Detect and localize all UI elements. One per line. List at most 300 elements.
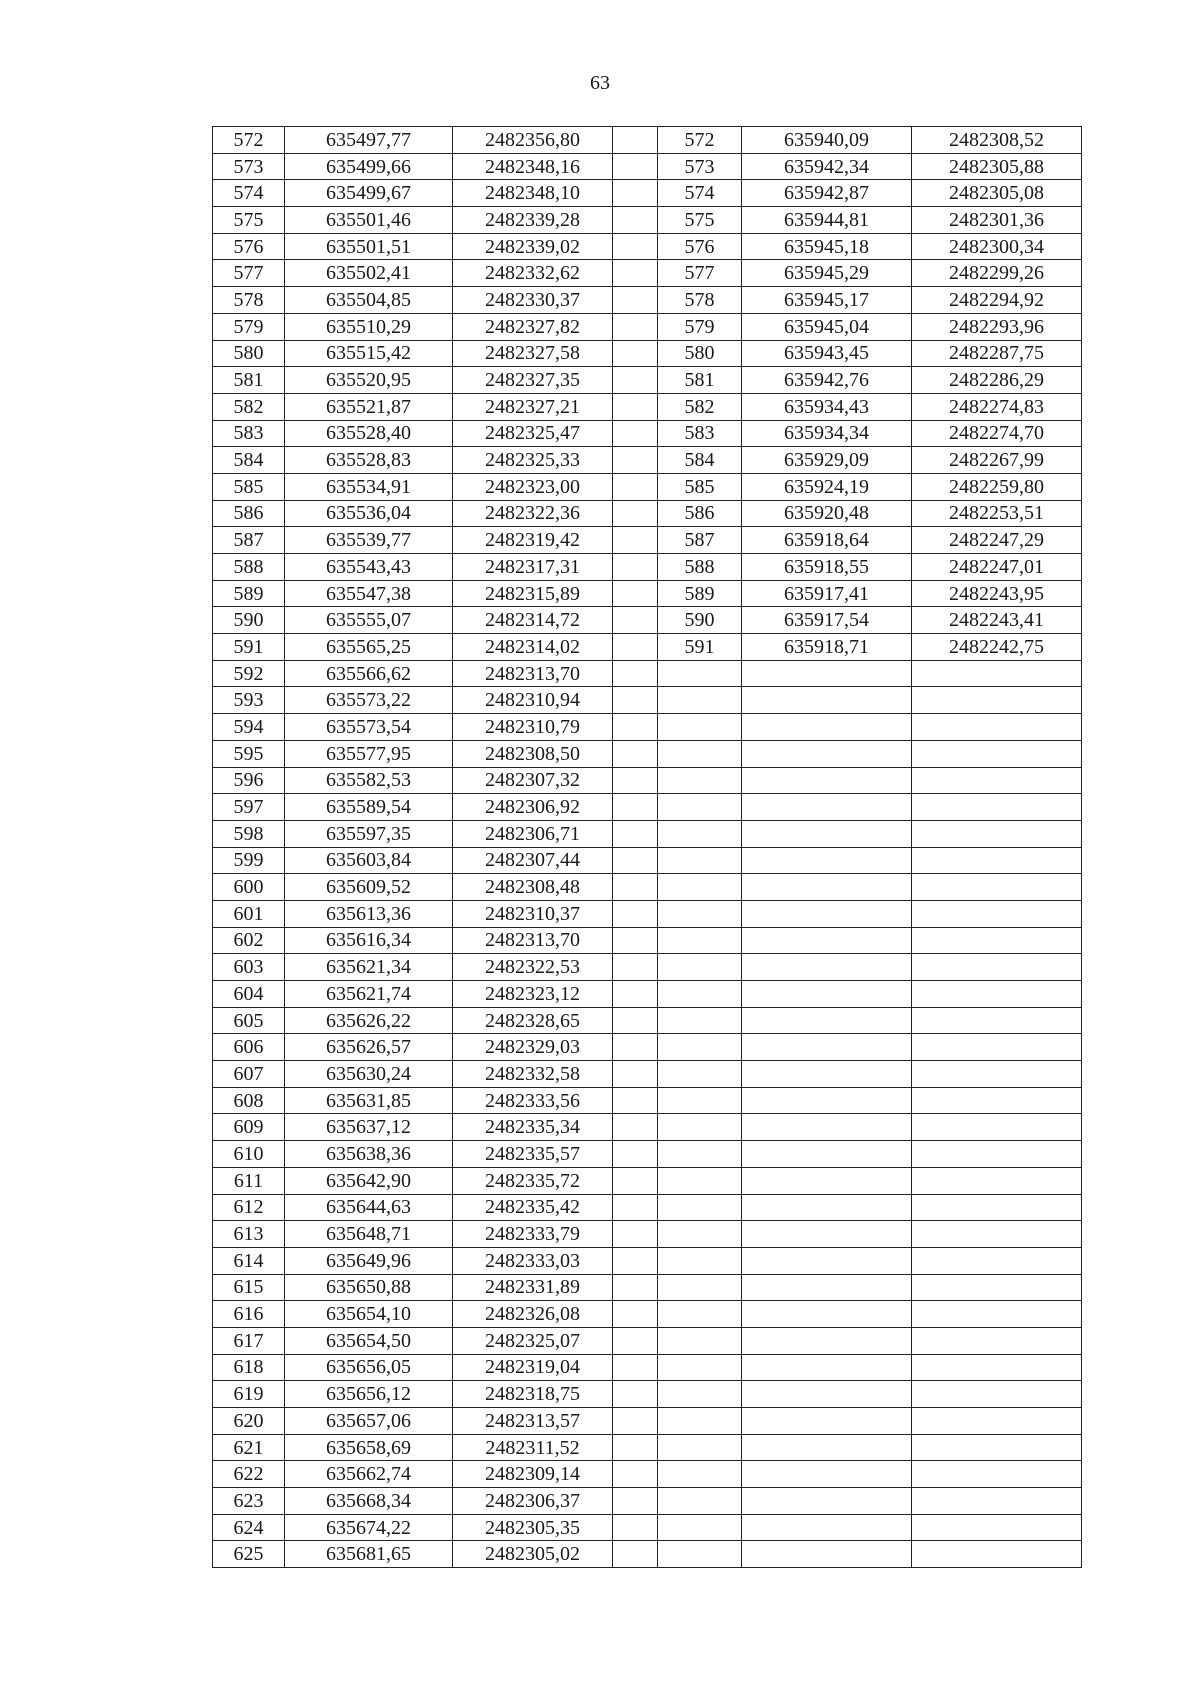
spacer-cell xyxy=(613,1087,658,1114)
right-point-number-cell xyxy=(658,1167,742,1194)
left-x-coordinate-cell: 635534,91 xyxy=(285,473,453,500)
right-point-number-cell xyxy=(658,900,742,927)
right-point-number-cell xyxy=(658,1327,742,1354)
table-row xyxy=(213,687,1082,714)
right-y-coordinate-cell xyxy=(912,900,1082,927)
left-point-number-cell: 615 xyxy=(213,1274,285,1301)
left-y-coordinate-cell: 2482348,16 xyxy=(453,153,613,180)
spacer-cell xyxy=(613,607,658,634)
spacer-cell xyxy=(613,207,658,234)
left-x-coordinate-cell: 635626,57 xyxy=(285,1034,453,1061)
left-x-coordinate-cell: 635573,22 xyxy=(285,687,453,714)
right-y-coordinate-cell xyxy=(912,660,1082,687)
right-point-number-cell: 575 xyxy=(658,207,742,234)
spacer-cell xyxy=(613,981,658,1008)
right-x-coordinate-cell: 635918,64 xyxy=(742,527,912,554)
right-point-number-cell xyxy=(658,847,742,874)
right-x-coordinate-cell xyxy=(742,1354,912,1381)
right-x-coordinate-cell xyxy=(742,1541,912,1568)
right-point-number-cell xyxy=(658,1541,742,1568)
spacer-cell xyxy=(613,1381,658,1408)
right-point-number-cell xyxy=(658,714,742,741)
left-point-number-cell: 623 xyxy=(213,1488,285,1515)
right-x-coordinate-cell xyxy=(742,1327,912,1354)
spacer-cell xyxy=(613,660,658,687)
right-x-coordinate-cell xyxy=(742,1221,912,1248)
right-y-coordinate-cell: 2482308,52 xyxy=(912,127,1082,154)
right-point-number-cell: 572 xyxy=(658,127,742,154)
right-x-coordinate-cell: 635945,18 xyxy=(742,233,912,260)
table-row xyxy=(213,1354,1082,1381)
left-y-coordinate-cell: 2482318,75 xyxy=(453,1381,613,1408)
left-y-coordinate-cell: 2482333,79 xyxy=(453,1221,613,1248)
right-x-coordinate-cell xyxy=(742,687,912,714)
right-point-number-cell xyxy=(658,1007,742,1034)
left-point-number-cell: 596 xyxy=(213,767,285,794)
left-x-coordinate-cell: 635504,85 xyxy=(285,287,453,314)
left-point-number-cell: 574 xyxy=(213,180,285,207)
left-y-coordinate-cell: 2482339,28 xyxy=(453,207,613,234)
left-x-coordinate-cell: 635654,10 xyxy=(285,1301,453,1328)
left-x-coordinate-cell: 635603,84 xyxy=(285,847,453,874)
right-point-number-cell xyxy=(658,874,742,901)
left-point-number-cell: 573 xyxy=(213,153,285,180)
right-y-coordinate-cell xyxy=(912,820,1082,847)
right-x-coordinate-cell xyxy=(742,660,912,687)
left-y-coordinate-cell: 2482325,47 xyxy=(453,420,613,447)
left-x-coordinate-cell: 635528,40 xyxy=(285,420,453,447)
right-point-number-cell: 583 xyxy=(658,420,742,447)
right-x-coordinate-cell xyxy=(742,1274,912,1301)
right-y-coordinate-cell xyxy=(912,1327,1082,1354)
left-y-coordinate-cell: 2482319,42 xyxy=(453,527,613,554)
right-x-coordinate-cell: 635934,43 xyxy=(742,393,912,420)
left-point-number-cell: 619 xyxy=(213,1381,285,1408)
table-row xyxy=(213,393,1082,420)
table-row xyxy=(213,954,1082,981)
left-point-number-cell: 581 xyxy=(213,367,285,394)
right-point-number-cell xyxy=(658,1061,742,1088)
right-point-number-cell: 579 xyxy=(658,313,742,340)
spacer-cell xyxy=(613,1007,658,1034)
spacer-cell xyxy=(613,1354,658,1381)
left-point-number-cell: 611 xyxy=(213,1167,285,1194)
left-y-coordinate-cell: 2482306,71 xyxy=(453,820,613,847)
left-x-coordinate-cell: 635520,95 xyxy=(285,367,453,394)
right-x-coordinate-cell xyxy=(742,714,912,741)
table-row xyxy=(213,500,1082,527)
right-point-number-cell xyxy=(658,767,742,794)
left-y-coordinate-cell: 2482335,42 xyxy=(453,1194,613,1221)
left-x-coordinate-cell: 635656,05 xyxy=(285,1354,453,1381)
right-x-coordinate-cell xyxy=(742,740,912,767)
right-y-coordinate-cell xyxy=(912,714,1082,741)
right-y-coordinate-cell: 2482274,83 xyxy=(912,393,1082,420)
left-point-number-cell: 594 xyxy=(213,714,285,741)
right-point-number-cell xyxy=(658,687,742,714)
left-x-coordinate-cell: 635613,36 xyxy=(285,900,453,927)
spacer-cell xyxy=(613,687,658,714)
left-point-number-cell: 624 xyxy=(213,1514,285,1541)
right-x-coordinate-cell xyxy=(742,1381,912,1408)
left-point-number-cell: 620 xyxy=(213,1408,285,1435)
right-x-coordinate-cell xyxy=(742,954,912,981)
table-row xyxy=(213,1034,1082,1061)
left-y-coordinate-cell: 2482327,58 xyxy=(453,340,613,367)
right-x-coordinate-cell xyxy=(742,1061,912,1088)
right-x-coordinate-cell xyxy=(742,1194,912,1221)
spacer-cell xyxy=(613,740,658,767)
spacer-cell xyxy=(613,153,658,180)
left-y-coordinate-cell: 2482327,35 xyxy=(453,367,613,394)
table-row xyxy=(213,207,1082,234)
left-y-coordinate-cell: 2482335,57 xyxy=(453,1141,613,1168)
right-y-coordinate-cell xyxy=(912,1408,1082,1435)
left-point-number-cell: 605 xyxy=(213,1007,285,1034)
right-x-coordinate-cell: 635943,45 xyxy=(742,340,912,367)
right-x-coordinate-cell xyxy=(742,1007,912,1034)
right-y-coordinate-cell xyxy=(912,927,1082,954)
table-row xyxy=(213,660,1082,687)
right-point-number-cell xyxy=(658,1274,742,1301)
right-x-coordinate-cell xyxy=(742,767,912,794)
right-point-number-cell: 573 xyxy=(658,153,742,180)
left-point-number-cell: 579 xyxy=(213,313,285,340)
left-y-coordinate-cell: 2482322,36 xyxy=(453,500,613,527)
right-point-number-cell xyxy=(658,1354,742,1381)
left-x-coordinate-cell: 635573,54 xyxy=(285,714,453,741)
left-point-number-cell: 584 xyxy=(213,447,285,474)
table-row xyxy=(213,714,1082,741)
table-row xyxy=(213,1194,1082,1221)
right-y-coordinate-cell xyxy=(912,767,1082,794)
left-x-coordinate-cell: 635589,54 xyxy=(285,794,453,821)
left-y-coordinate-cell: 2482329,03 xyxy=(453,1034,613,1061)
right-x-coordinate-cell xyxy=(742,981,912,1008)
table-row xyxy=(213,153,1082,180)
left-y-coordinate-cell: 2482330,37 xyxy=(453,287,613,314)
left-y-coordinate-cell: 2482305,35 xyxy=(453,1514,613,1541)
spacer-cell xyxy=(613,927,658,954)
left-y-coordinate-cell: 2482307,32 xyxy=(453,767,613,794)
spacer-cell xyxy=(613,367,658,394)
page-number: 63 xyxy=(590,72,610,94)
right-point-number-cell: 574 xyxy=(658,180,742,207)
spacer-cell xyxy=(613,1221,658,1248)
right-point-number-cell xyxy=(658,1087,742,1114)
right-x-coordinate-cell: 635940,09 xyxy=(742,127,912,154)
right-x-coordinate-cell xyxy=(742,1301,912,1328)
right-y-coordinate-cell: 2482243,41 xyxy=(912,607,1082,634)
left-y-coordinate-cell: 2482335,34 xyxy=(453,1114,613,1141)
table-row xyxy=(213,794,1082,821)
left-y-coordinate-cell: 2482307,44 xyxy=(453,847,613,874)
spacer-cell xyxy=(613,1167,658,1194)
right-x-coordinate-cell xyxy=(742,847,912,874)
table-row xyxy=(213,233,1082,260)
table-row xyxy=(213,1408,1082,1435)
right-point-number-cell xyxy=(658,1221,742,1248)
left-x-coordinate-cell: 635638,36 xyxy=(285,1141,453,1168)
right-y-coordinate-cell: 2482247,29 xyxy=(912,527,1082,554)
right-y-coordinate-cell xyxy=(912,1087,1082,1114)
right-y-coordinate-cell xyxy=(912,981,1082,1008)
right-point-number-cell xyxy=(658,1301,742,1328)
left-point-number-cell: 608 xyxy=(213,1087,285,1114)
left-x-coordinate-cell: 635657,06 xyxy=(285,1408,453,1435)
spacer-cell xyxy=(613,900,658,927)
right-point-number-cell xyxy=(658,1488,742,1515)
table-row xyxy=(213,1541,1082,1568)
right-x-coordinate-cell: 635942,34 xyxy=(742,153,912,180)
right-y-coordinate-cell: 2482259,80 xyxy=(912,473,1082,500)
right-x-coordinate-cell xyxy=(742,1514,912,1541)
right-x-coordinate-cell xyxy=(742,794,912,821)
right-point-number-cell xyxy=(658,1141,742,1168)
right-point-number-cell xyxy=(658,981,742,1008)
right-point-number-cell: 585 xyxy=(658,473,742,500)
right-y-coordinate-cell: 2482287,75 xyxy=(912,340,1082,367)
right-x-coordinate-cell: 635917,54 xyxy=(742,607,912,634)
table-row xyxy=(213,1007,1082,1034)
right-point-number-cell: 587 xyxy=(658,527,742,554)
right-y-coordinate-cell xyxy=(912,954,1082,981)
left-y-coordinate-cell: 2482313,70 xyxy=(453,927,613,954)
table-row xyxy=(213,767,1082,794)
right-x-coordinate-cell: 635945,04 xyxy=(742,313,912,340)
left-point-number-cell: 606 xyxy=(213,1034,285,1061)
right-y-coordinate-cell xyxy=(912,1381,1082,1408)
table-row xyxy=(213,1327,1082,1354)
table-row xyxy=(213,1167,1082,1194)
right-x-coordinate-cell xyxy=(742,1488,912,1515)
table-row xyxy=(213,1087,1082,1114)
left-x-coordinate-cell: 635582,53 xyxy=(285,767,453,794)
right-x-coordinate-cell: 635942,76 xyxy=(742,367,912,394)
right-point-number-cell xyxy=(658,1461,742,1488)
right-y-coordinate-cell xyxy=(912,1541,1082,1568)
right-x-coordinate-cell: 635934,34 xyxy=(742,420,912,447)
right-point-number-cell: 578 xyxy=(658,287,742,314)
left-point-number-cell: 590 xyxy=(213,607,285,634)
right-y-coordinate-cell: 2482305,08 xyxy=(912,180,1082,207)
left-x-coordinate-cell: 635565,25 xyxy=(285,634,453,661)
table-row xyxy=(213,287,1082,314)
spacer-cell xyxy=(613,1461,658,1488)
right-point-number-cell xyxy=(658,927,742,954)
left-x-coordinate-cell: 635654,50 xyxy=(285,1327,453,1354)
left-point-number-cell: 585 xyxy=(213,473,285,500)
left-point-number-cell: 602 xyxy=(213,927,285,954)
left-point-number-cell: 582 xyxy=(213,393,285,420)
left-x-coordinate-cell: 635566,62 xyxy=(285,660,453,687)
left-x-coordinate-cell: 635547,38 xyxy=(285,580,453,607)
spacer-cell xyxy=(613,634,658,661)
left-x-coordinate-cell: 635609,52 xyxy=(285,874,453,901)
right-point-number-cell xyxy=(658,954,742,981)
left-point-number-cell: 601 xyxy=(213,900,285,927)
table-row xyxy=(213,1221,1082,1248)
right-point-number-cell: 588 xyxy=(658,554,742,581)
left-point-number-cell: 578 xyxy=(213,287,285,314)
spacer-cell xyxy=(613,767,658,794)
spacer-cell xyxy=(613,1541,658,1568)
left-point-number-cell: 575 xyxy=(213,207,285,234)
left-x-coordinate-cell: 635621,74 xyxy=(285,981,453,1008)
table-row xyxy=(213,260,1082,287)
spacer-cell xyxy=(613,554,658,581)
left-point-number-cell: 603 xyxy=(213,954,285,981)
left-point-number-cell: 613 xyxy=(213,1221,285,1248)
spacer-cell xyxy=(613,313,658,340)
right-point-number-cell xyxy=(658,740,742,767)
spacer-cell xyxy=(613,580,658,607)
spacer-cell xyxy=(613,1274,658,1301)
right-y-coordinate-cell xyxy=(912,1274,1082,1301)
right-x-coordinate-cell xyxy=(742,1408,912,1435)
right-x-coordinate-cell: 635945,17 xyxy=(742,287,912,314)
left-y-coordinate-cell: 2482306,92 xyxy=(453,794,613,821)
left-x-coordinate-cell: 635642,90 xyxy=(285,1167,453,1194)
spacer-cell xyxy=(613,447,658,474)
left-x-coordinate-cell: 635501,46 xyxy=(285,207,453,234)
right-x-coordinate-cell: 635918,55 xyxy=(742,554,912,581)
table-row xyxy=(213,1461,1082,1488)
right-y-coordinate-cell: 2482301,36 xyxy=(912,207,1082,234)
left-x-coordinate-cell: 635630,24 xyxy=(285,1061,453,1088)
table-row xyxy=(213,981,1082,1008)
table-row xyxy=(213,367,1082,394)
spacer-cell xyxy=(613,473,658,500)
table-row xyxy=(213,900,1082,927)
right-y-coordinate-cell xyxy=(912,1221,1082,1248)
right-point-number-cell xyxy=(658,1408,742,1435)
left-y-coordinate-cell: 2482306,37 xyxy=(453,1488,613,1515)
left-point-number-cell: 614 xyxy=(213,1247,285,1274)
left-x-coordinate-cell: 635521,87 xyxy=(285,393,453,420)
right-x-coordinate-cell xyxy=(742,1434,912,1461)
right-point-number-cell: 577 xyxy=(658,260,742,287)
spacer-cell xyxy=(613,1034,658,1061)
left-y-coordinate-cell: 2482327,21 xyxy=(453,393,613,420)
right-point-number-cell: 576 xyxy=(658,233,742,260)
right-y-coordinate-cell xyxy=(912,794,1082,821)
left-point-number-cell: 612 xyxy=(213,1194,285,1221)
left-x-coordinate-cell: 635577,95 xyxy=(285,740,453,767)
left-point-number-cell: 576 xyxy=(213,233,285,260)
spacer-cell xyxy=(613,1301,658,1328)
right-x-coordinate-cell: 635920,48 xyxy=(742,500,912,527)
spacer-cell xyxy=(613,1141,658,1168)
left-x-coordinate-cell: 635658,69 xyxy=(285,1434,453,1461)
left-x-coordinate-cell: 635626,22 xyxy=(285,1007,453,1034)
right-y-coordinate-cell xyxy=(912,1461,1082,1488)
left-y-coordinate-cell: 2482332,62 xyxy=(453,260,613,287)
right-x-coordinate-cell xyxy=(742,1114,912,1141)
spacer-cell xyxy=(613,1114,658,1141)
left-x-coordinate-cell: 635681,65 xyxy=(285,1541,453,1568)
right-y-coordinate-cell: 2482294,92 xyxy=(912,287,1082,314)
table-row xyxy=(213,927,1082,954)
left-y-coordinate-cell: 2482314,72 xyxy=(453,607,613,634)
spacer-cell xyxy=(613,1408,658,1435)
right-x-coordinate-cell: 635924,19 xyxy=(742,473,912,500)
right-point-number-cell: 580 xyxy=(658,340,742,367)
left-x-coordinate-cell: 635621,34 xyxy=(285,954,453,981)
right-y-coordinate-cell xyxy=(912,1354,1082,1381)
left-y-coordinate-cell: 2482313,70 xyxy=(453,660,613,687)
left-y-coordinate-cell: 2482305,02 xyxy=(453,1541,613,1568)
left-y-coordinate-cell: 2482348,10 xyxy=(453,180,613,207)
right-point-number-cell xyxy=(658,794,742,821)
spacer-cell xyxy=(613,260,658,287)
left-y-coordinate-cell: 2482335,72 xyxy=(453,1167,613,1194)
spacer-cell xyxy=(613,714,658,741)
table-row xyxy=(213,820,1082,847)
left-x-coordinate-cell: 635637,12 xyxy=(285,1114,453,1141)
left-y-coordinate-cell: 2482310,79 xyxy=(453,714,613,741)
table-row xyxy=(213,1247,1082,1274)
spacer-cell xyxy=(613,180,658,207)
right-y-coordinate-cell xyxy=(912,1194,1082,1221)
spacer-cell xyxy=(613,1488,658,1515)
left-point-number-cell: 589 xyxy=(213,580,285,607)
table-row xyxy=(213,127,1082,154)
right-point-number-cell xyxy=(658,1114,742,1141)
left-x-coordinate-cell: 635662,74 xyxy=(285,1461,453,1488)
left-point-number-cell: 607 xyxy=(213,1061,285,1088)
spacer-cell xyxy=(613,847,658,874)
right-point-number-cell xyxy=(658,1247,742,1274)
spacer-cell xyxy=(613,287,658,314)
table-row xyxy=(213,473,1082,500)
right-y-coordinate-cell: 2482299,26 xyxy=(912,260,1082,287)
right-y-coordinate-cell: 2482242,75 xyxy=(912,634,1082,661)
spacer-cell xyxy=(613,127,658,154)
left-point-number-cell: 586 xyxy=(213,500,285,527)
left-y-coordinate-cell: 2482328,65 xyxy=(453,1007,613,1034)
right-y-coordinate-cell xyxy=(912,1301,1082,1328)
spacer-cell xyxy=(613,1434,658,1461)
right-x-coordinate-cell: 635944,81 xyxy=(742,207,912,234)
table-row xyxy=(213,1488,1082,1515)
left-x-coordinate-cell: 635616,34 xyxy=(285,927,453,954)
right-y-coordinate-cell: 2482300,34 xyxy=(912,233,1082,260)
right-x-coordinate-cell: 635929,09 xyxy=(742,447,912,474)
right-point-number-cell xyxy=(658,1514,742,1541)
right-y-coordinate-cell xyxy=(912,687,1082,714)
left-point-number-cell: 609 xyxy=(213,1114,285,1141)
left-x-coordinate-cell: 635631,85 xyxy=(285,1087,453,1114)
left-point-number-cell: 604 xyxy=(213,981,285,1008)
table-row xyxy=(213,1061,1082,1088)
right-point-number-cell: 582 xyxy=(658,393,742,420)
left-y-coordinate-cell: 2482323,00 xyxy=(453,473,613,500)
right-y-coordinate-cell xyxy=(912,874,1082,901)
left-y-coordinate-cell: 2482331,89 xyxy=(453,1274,613,1301)
left-y-coordinate-cell: 2482314,02 xyxy=(453,634,613,661)
left-point-number-cell: 600 xyxy=(213,874,285,901)
spacer-cell xyxy=(613,1247,658,1274)
spacer-cell xyxy=(613,820,658,847)
left-y-coordinate-cell: 2482317,31 xyxy=(453,554,613,581)
left-point-number-cell: 593 xyxy=(213,687,285,714)
spacer-cell xyxy=(613,393,658,420)
left-y-coordinate-cell: 2482333,56 xyxy=(453,1087,613,1114)
right-point-number-cell xyxy=(658,1434,742,1461)
table-row xyxy=(213,1114,1082,1141)
table-row xyxy=(213,1301,1082,1328)
